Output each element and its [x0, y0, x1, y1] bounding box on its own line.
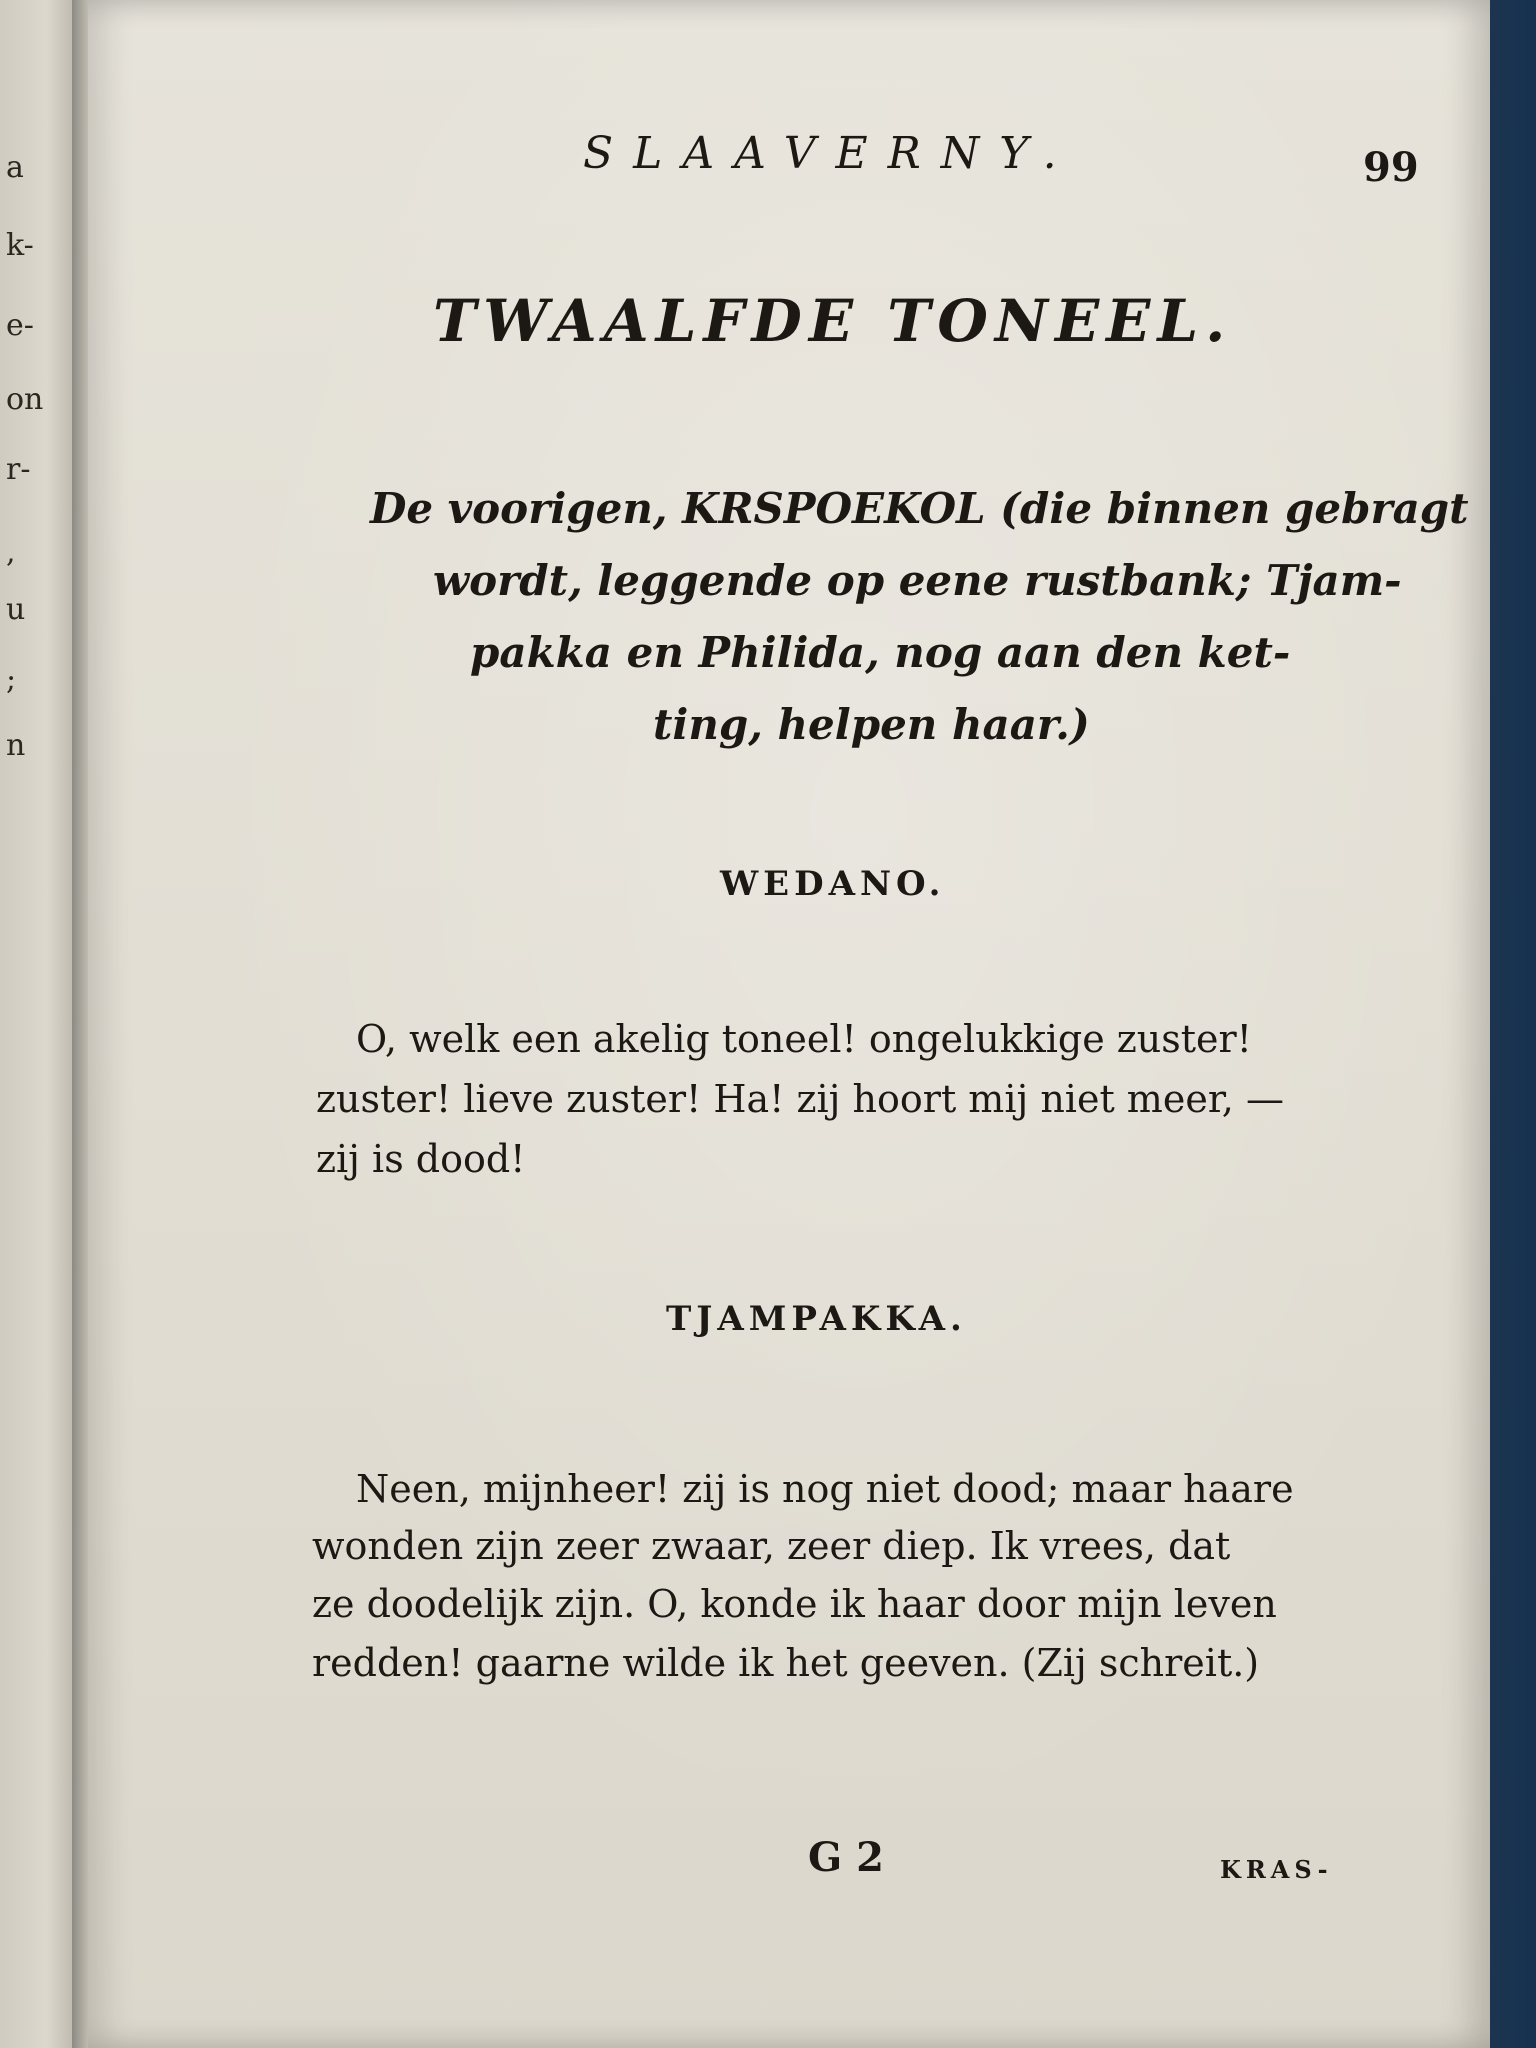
speech-line: zij is dood! [316, 1137, 526, 1181]
stage-direction-line: wordt, leggende op eene rustbank; Tjam- [433, 556, 1402, 605]
facing-page-fragment: k- [6, 228, 34, 263]
catchword: KRAS- [1220, 1855, 1333, 1884]
stage-direction-line: ting, helpen haar.) [653, 700, 1090, 749]
facing-page-fragment: , [6, 535, 16, 570]
running-head: SLAAVERNY. [583, 128, 1077, 179]
facing-page-fragment: n [6, 728, 26, 763]
speech-line: Neen, mijnheer! zij is nog niet dood; maar haare [356, 1467, 1294, 1511]
facing-page-fragment: u [6, 592, 26, 627]
facing-page-fragment: on [6, 382, 44, 417]
facing-page-fragment: ; [6, 662, 17, 697]
facing-page-fragment: a [6, 150, 24, 185]
page-number: 99 [1363, 144, 1419, 191]
facing-page-edge [0, 0, 78, 2048]
stage-direction-line: pakka en Philida, nog aan den ket- [470, 628, 1291, 677]
facing-page-fragment: r- [6, 452, 31, 487]
speaker-name: TJAMPAKKA. [666, 1299, 967, 1339]
speech-line: ze doodelijk zijn. O, konde ik haar door mijn leven [312, 1582, 1277, 1626]
speaker-name: WEDANO. [720, 864, 946, 904]
stage-direction-line: De voorigen, KRSPOEKOL (die binnen gebragt [370, 484, 1469, 533]
book-page [88, 0, 1490, 2048]
speech-line: wonden zijn zeer zwaar, zeer diep. Ik vrees, dat [312, 1524, 1231, 1568]
signature-mark: G 2 [808, 1834, 884, 1881]
speech-line: redden! gaarne wilde ik het geeven. (Zij schreit.) [312, 1641, 1260, 1685]
facing-page-fragment: e- [6, 308, 34, 343]
speech-line: O, welk een akelig toneel! ongelukkige zuster! [356, 1017, 1252, 1061]
speech-line: zuster! lieve zuster! Ha! zij hoort mij niet meer, — [316, 1077, 1284, 1121]
scene-title: TWAALFDE TONEEL. [433, 287, 1233, 355]
